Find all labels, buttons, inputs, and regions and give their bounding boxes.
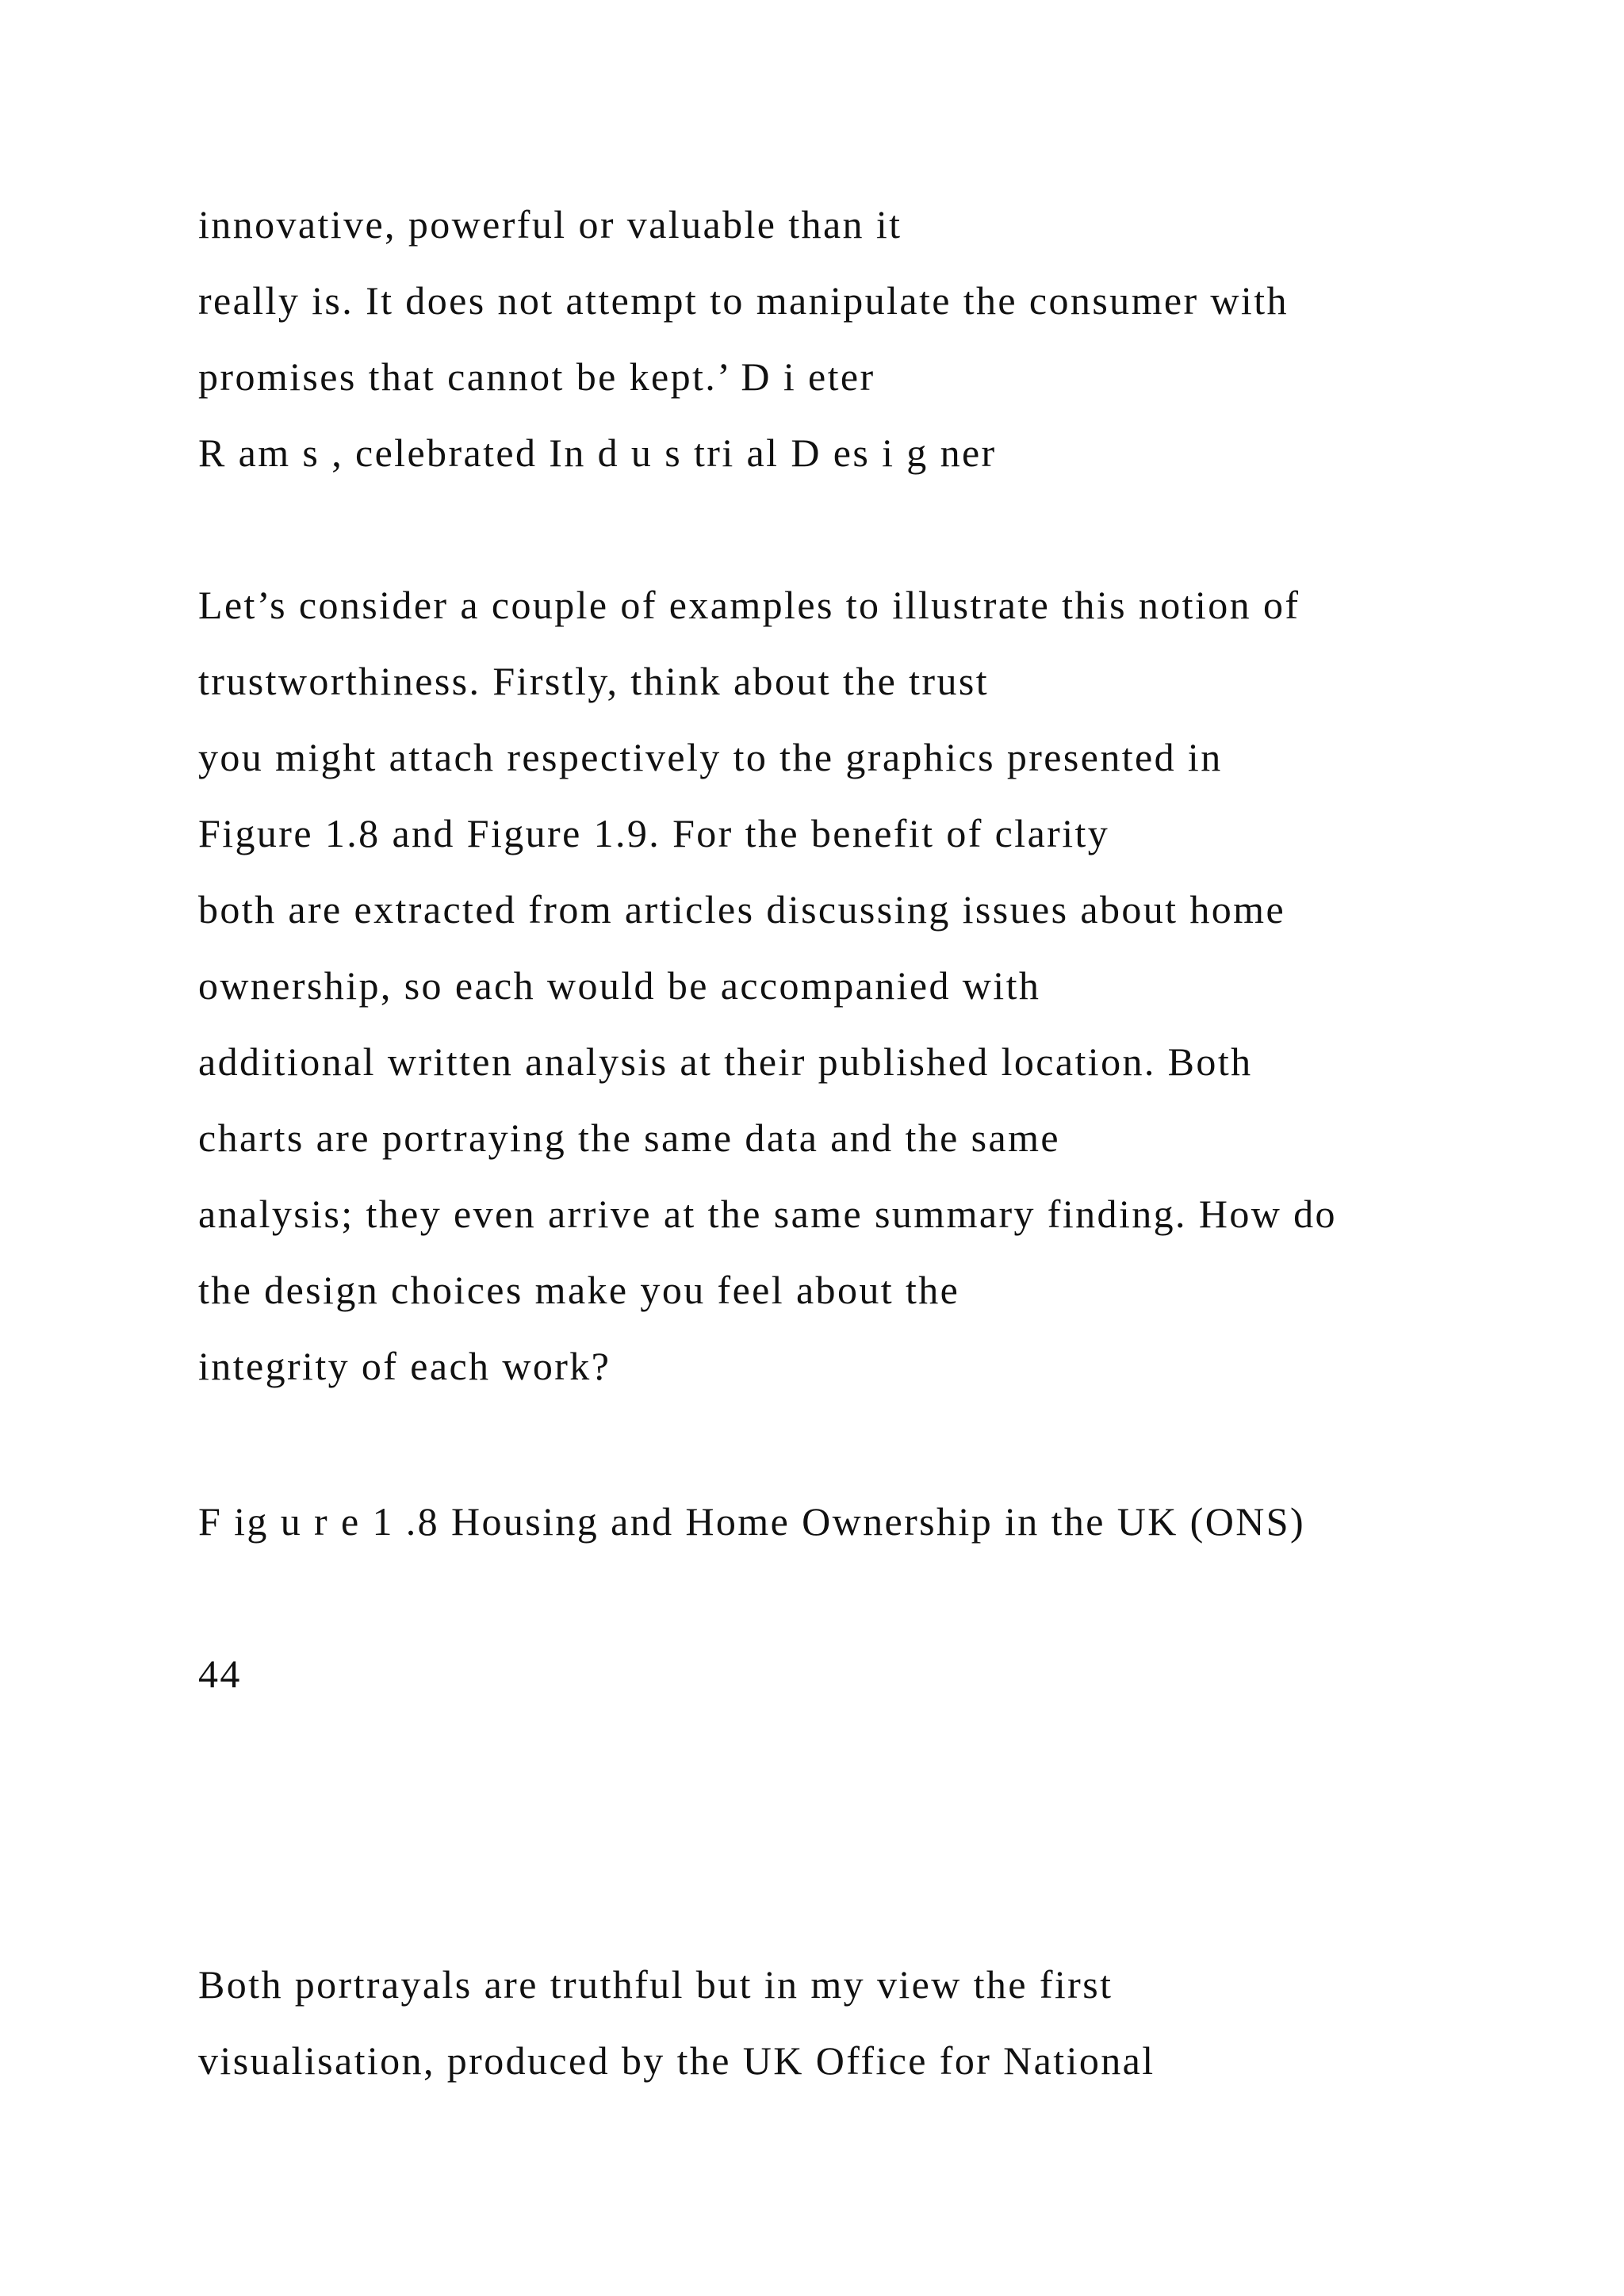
text-line: trustworthiness. Firstly, think about the trust	[198, 659, 990, 703]
text-line: additional written analysis at their published location. Both	[198, 1039, 1253, 1084]
figure-caption: F ig u r e 1 .8 Housing and Home Ownership in the UK (ONS)	[198, 1499, 1306, 1544]
text-line: ownership, so each would be accompanied with	[198, 963, 1041, 1008]
text-line: you might attach respectively to the graphics presented in	[198, 735, 1223, 779]
text-line: really is. It does not attempt to manipulate the consumer with	[198, 278, 1289, 323]
text-line: innovative, powerful or valuable than it	[198, 202, 902, 247]
text-line: Both portrayals are truthful but in my view the first	[198, 1962, 1113, 2007]
text-line: the design choices make you feel about the	[198, 1268, 960, 1312]
text-line: Let’s consider a couple of examples to illustrate this notion of	[198, 583, 1300, 627]
text-line: analysis; they even arrive at the same summary finding. How do	[198, 1192, 1337, 1236]
text-line: promises that cannot be kept.’ D i eter	[198, 354, 875, 399]
text-line: Figure 1.8 and Figure 1.9. For the benefit of clarity	[198, 811, 1110, 855]
text-line: R am s , celebrated In d u s tri al D es i g ner	[198, 430, 997, 475]
text-line: charts are portraying the same data and the same	[198, 1115, 1061, 1160]
text-line: integrity of each work?	[198, 1344, 611, 1388]
text-line: visualisation, produced by the UK Office for National	[198, 2038, 1155, 2083]
text-line: both are extracted from articles discussing issues about home	[198, 887, 1286, 932]
page-number: 44	[198, 1651, 242, 1696]
